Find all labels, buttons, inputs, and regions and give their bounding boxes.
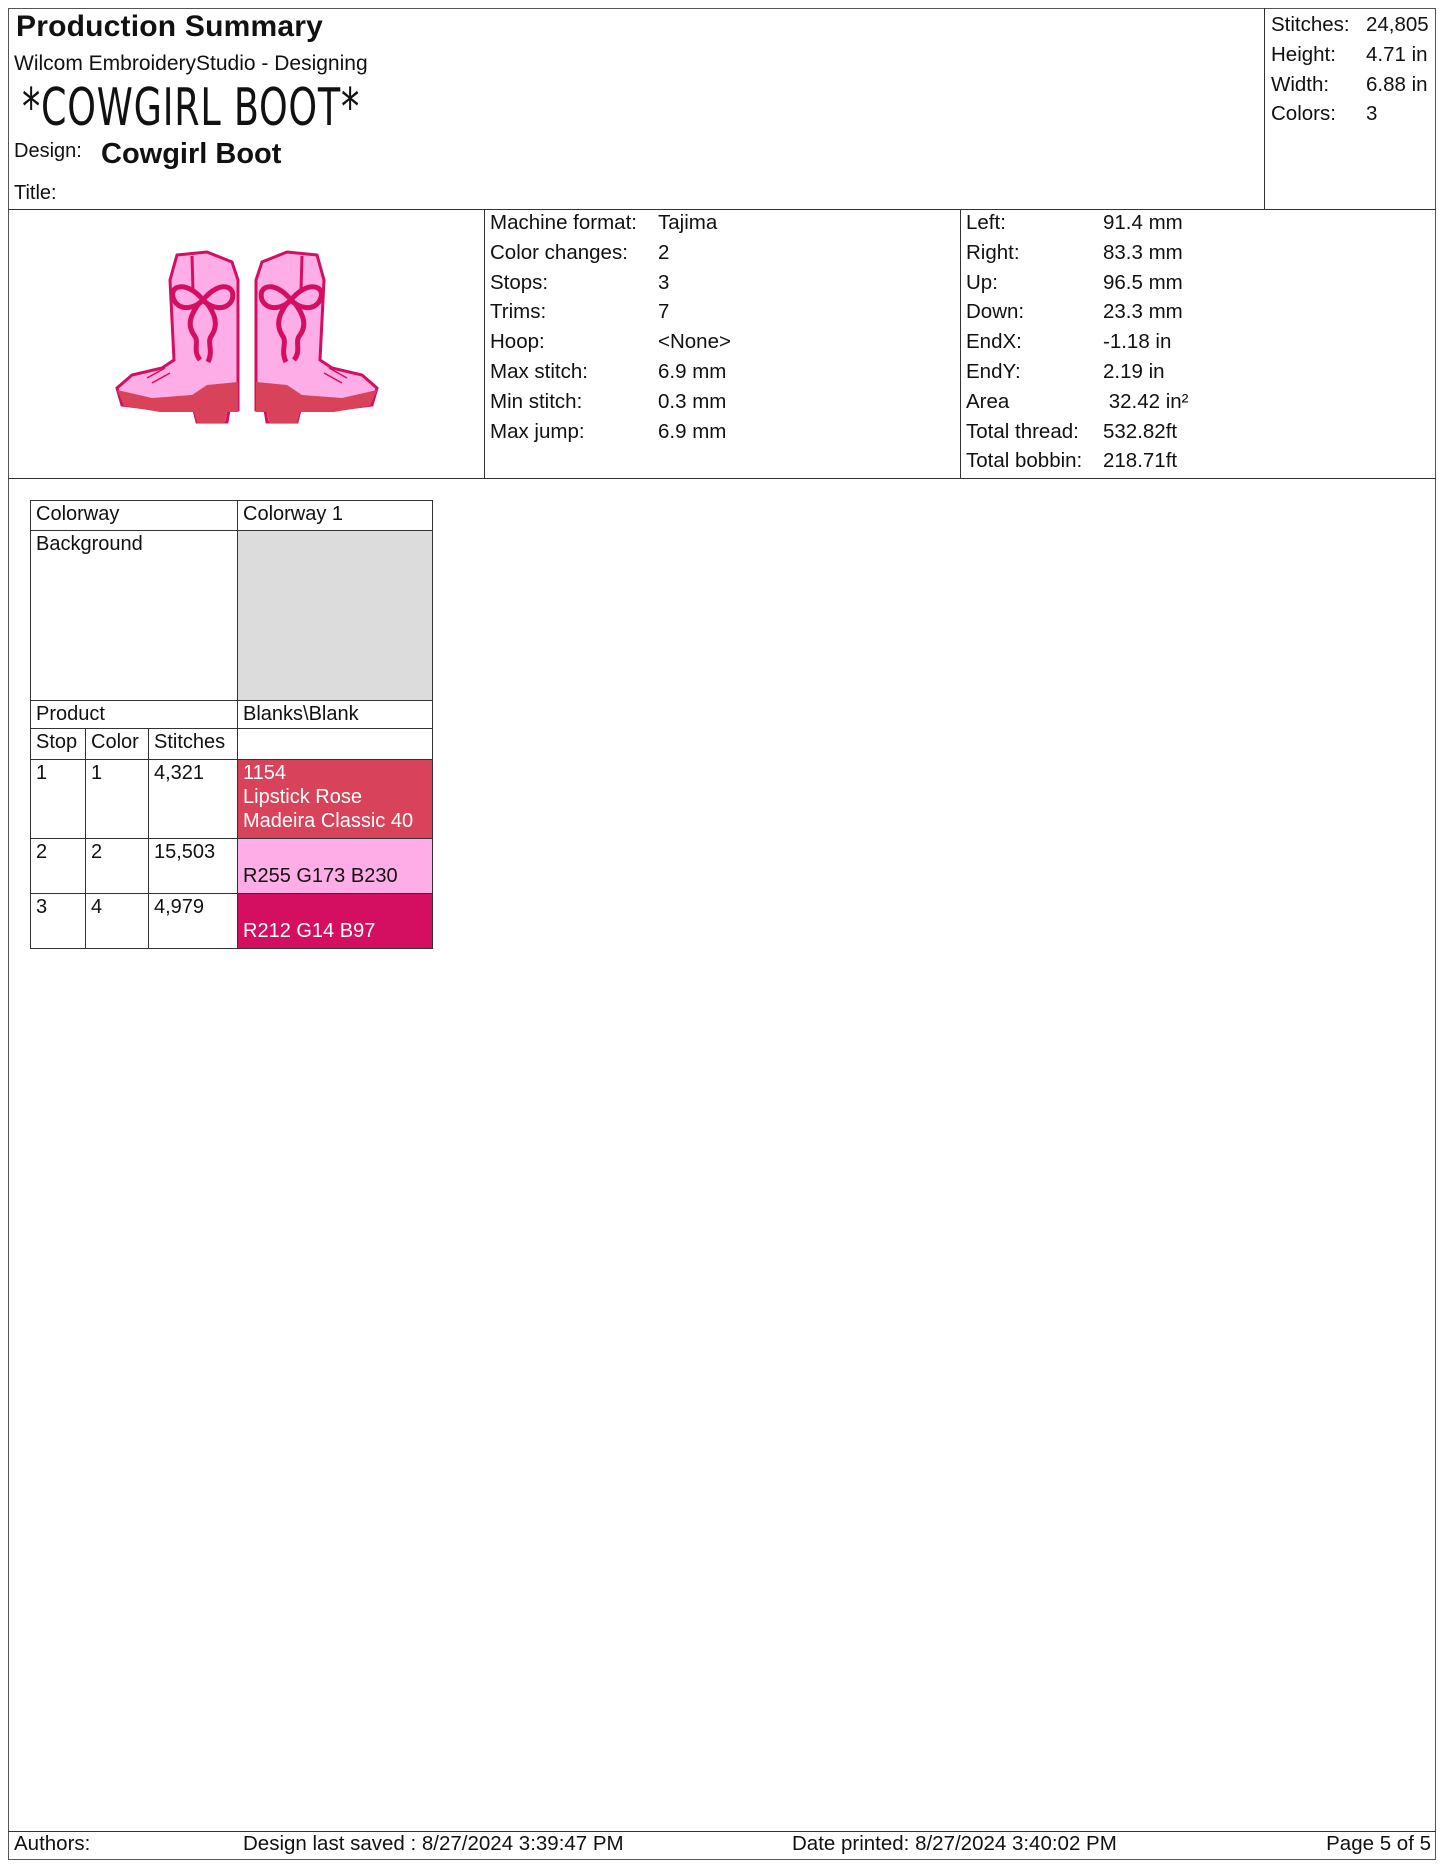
footer-authors: Authors: (14, 1832, 91, 1855)
product-value: Blanks\Blank (238, 701, 433, 729)
dimension-info (966, 208, 1188, 476)
design-label: Design: (14, 140, 82, 162)
dim-area: Area 32.42 in² (966, 389, 1189, 413)
col-stop: Stop (31, 729, 86, 760)
background-row (31, 531, 433, 701)
info-max-stitch: Max stitch: 6.9 mm (490, 359, 727, 383)
stitch-header-row (31, 729, 433, 760)
thread-swatch-3: R212 G14 B97 (238, 894, 433, 949)
stat-stitches: Stitches: 24,805 (1271, 13, 1429, 36)
table-row: 2 2 15,503 R255 G173 B230 (31, 839, 433, 894)
product-row (31, 701, 433, 729)
product-label: Product (31, 701, 238, 729)
info-hoop: Hoop: <None> (490, 330, 731, 354)
footer-last-saved: Design last saved : 8/27/2024 3:39:47 PM (243, 1832, 624, 1855)
dim-endy: EndY: 2.19 in (966, 359, 1165, 383)
colorway-table (30, 500, 433, 949)
info-min-stitch: Min stitch: 0.3 mm (490, 389, 727, 413)
info-trims: Trims: 7 (490, 300, 670, 324)
page-title: Production Summary (16, 10, 323, 43)
design-value: Cowgirl Boot (101, 138, 282, 170)
dim-right: Right: 83.3 mm (966, 240, 1183, 264)
colorway-label: Colorway (31, 501, 238, 531)
info-machine-format: Machine format: Tajima (490, 211, 718, 234)
thread-swatch-2: R255 G173 B230 (238, 839, 433, 894)
info-color-changes: Color changes: 2 (490, 240, 670, 264)
dim-total-bobbin: Total bobbin: 218.71ft (966, 449, 1178, 473)
software-name: Wilcom EmbroideryStudio - Designing (14, 52, 368, 75)
footer-rule (8, 1831, 1436, 1832)
machine-info (490, 208, 731, 446)
table-row: 3 4 4,979 R212 G14 B97 (31, 894, 433, 949)
info-bottom-rule (8, 478, 1436, 479)
stat-height: Height: 4.71 in (1271, 42, 1428, 66)
info-stops: Stops: 3 (490, 270, 670, 294)
col-stitches: Stitches (149, 729, 238, 760)
footer-page-number: Page 5 of 5 (1326, 1832, 1431, 1855)
cowgirl-boots-preview-icon (112, 250, 382, 445)
summary-stats (1271, 10, 1429, 129)
table-row: 1 1 4,321 1154 Lipstick Rose Madeira Classic 40 (31, 760, 433, 839)
colorway-header-row (31, 501, 433, 531)
design-name-large: *COWGIRL BOOT* (22, 78, 361, 138)
stat-width: Width: 6.88 in (1271, 72, 1428, 96)
info-divider (960, 209, 961, 478)
header-divider (1264, 8, 1265, 209)
colorway-name: Colorway 1 (238, 501, 433, 531)
dim-left: Left: 91.4 mm (966, 211, 1183, 234)
preview-divider (484, 209, 485, 478)
col-color: Color (86, 729, 149, 760)
dim-endx: EndX: -1.18 in (966, 330, 1172, 354)
info-max-jump: Max jump: 6.9 mm (490, 419, 727, 443)
footer-date-printed: Date printed: 8/27/2024 3:40:02 PM (792, 1832, 1117, 1855)
stat-colors: Colors: 3 (1271, 102, 1378, 126)
thread-swatch-1: 1154 Lipstick Rose Madeira Classic 40 (238, 760, 433, 839)
background-label: Background (31, 531, 238, 701)
title-label: Title: (14, 182, 57, 204)
dim-down: Down: 23.3 mm (966, 300, 1183, 324)
dim-up: Up: 96.5 mm (966, 270, 1183, 294)
dim-total-thread: Total thread: 532.82ft (966, 419, 1178, 443)
background-swatch (238, 531, 433, 701)
